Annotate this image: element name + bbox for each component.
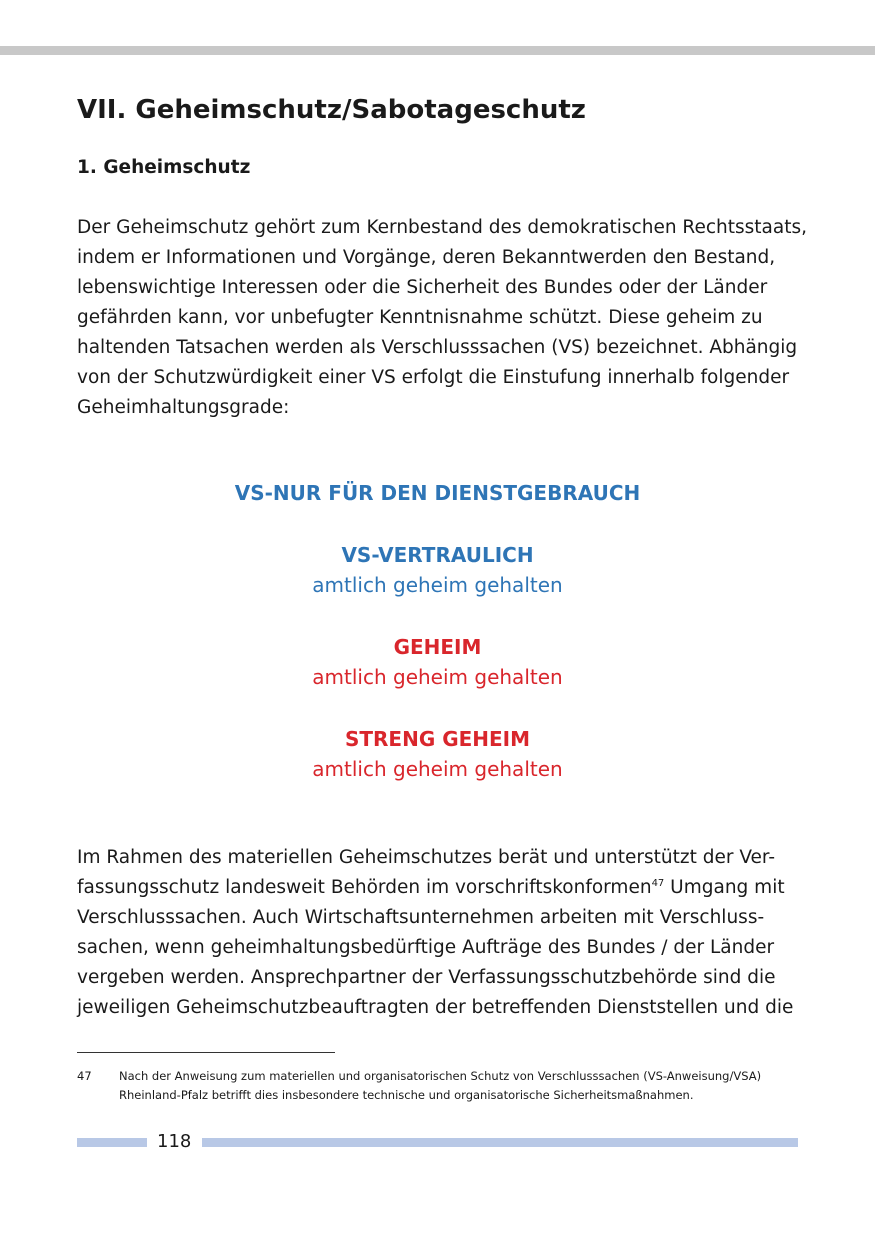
paragraph-line: von der Schutzwürdigkeit einer VS erfolgt die Einstufung innerhalb folgender	[77, 367, 790, 388]
paragraph-line	[77, 873, 797, 903]
classification-name: VS-VERTRAULICH	[341, 543, 534, 567]
footnote-divider	[77, 1052, 335, 1053]
paragraph-line: gefährden kann, vor unbefugter Kenntnisnahme schützt. Diese geheim zu	[77, 307, 763, 328]
footnote-text	[119, 1067, 761, 1105]
classification-vs-vertraulich	[0, 540, 875, 600]
section-title: 1. Geheimschutz	[77, 157, 251, 178]
classification-vs-nfd	[0, 478, 875, 508]
footnote-reference[interactable]: 47	[651, 877, 665, 889]
footnote-line: Rheinland-Pfalz betrifft dies insbesondere technische und organisatorische Sicherheitsmaßnahmen.	[119, 1088, 694, 1102]
page-bar-left	[77, 1138, 147, 1147]
paragraph-line: jeweiligen Geheimschutzbeauftragten der betreffenden Dienststellen und die	[77, 997, 794, 1018]
classification-name: VS-NUR FÜR DEN DIENSTGEBRAUCH	[234, 481, 641, 505]
body-paragraph	[77, 843, 797, 1023]
page-number: 118	[157, 1131, 192, 1152]
paragraph-line: lebenswichtige Interessen oder die Sicherheit des Bundes oder der Länder	[77, 277, 768, 298]
paragraph-text: Umgang mit	[664, 877, 785, 898]
chapter-title: VII. Geheimschutz/Sabotageschutz	[77, 95, 586, 125]
classification-subtitle: amtlich geheim gehalten	[312, 573, 563, 597]
classification-subtitle: amtlich geheim gehalten	[312, 757, 563, 781]
paragraph-line: Verschlusssachen. Auch Wirtschaftsunternehmen arbeiten mit Verschluss-	[77, 907, 765, 928]
paragraph-line: Der Geheimschutz gehört zum Kernbestand des demokratischen Rechtsstaats,	[77, 217, 807, 238]
paragraph-line: sachen, wenn geheimhaltungsbedürftige Aufträge des Bundes / der Länder	[77, 937, 775, 958]
paragraph-line: Im Rahmen des materiellen Geheimschutzes berät und unterstützt der Ver-	[77, 847, 776, 868]
top-header-band	[0, 46, 875, 55]
footnote-number: 47	[77, 1069, 92, 1083]
classification-streng-geheim	[0, 724, 875, 784]
paragraph-text: fassungsschutz landesweit Behörden im vorschriftskonformen	[77, 877, 652, 898]
paragraph-line: indem er Informationen und Vorgänge, deren Bekanntwerden den Bestand,	[77, 247, 776, 268]
paragraph-line: vergeben werden. Ansprechpartner der Verfassungsschutzbehörde sind die	[77, 967, 776, 988]
footnote-line: Nach der Anweisung zum materiellen und organisatorischen Schutz von Verschlusssachen (VS-Anweisung/VSA)	[119, 1069, 762, 1083]
paragraph-line: Geheimhaltungsgrade:	[77, 397, 290, 418]
classification-subtitle: amtlich geheim gehalten	[312, 665, 563, 689]
classification-name: GEHEIM	[393, 635, 482, 659]
page-bar-right	[202, 1138, 798, 1147]
classification-geheim	[0, 632, 875, 692]
intro-paragraph	[77, 213, 807, 423]
classification-name: STRENG GEHEIM	[344, 727, 531, 751]
paragraph-line: haltenden Tatsachen werden als Verschlusssachen (VS) bezeichnet. Abhängig	[77, 337, 798, 358]
